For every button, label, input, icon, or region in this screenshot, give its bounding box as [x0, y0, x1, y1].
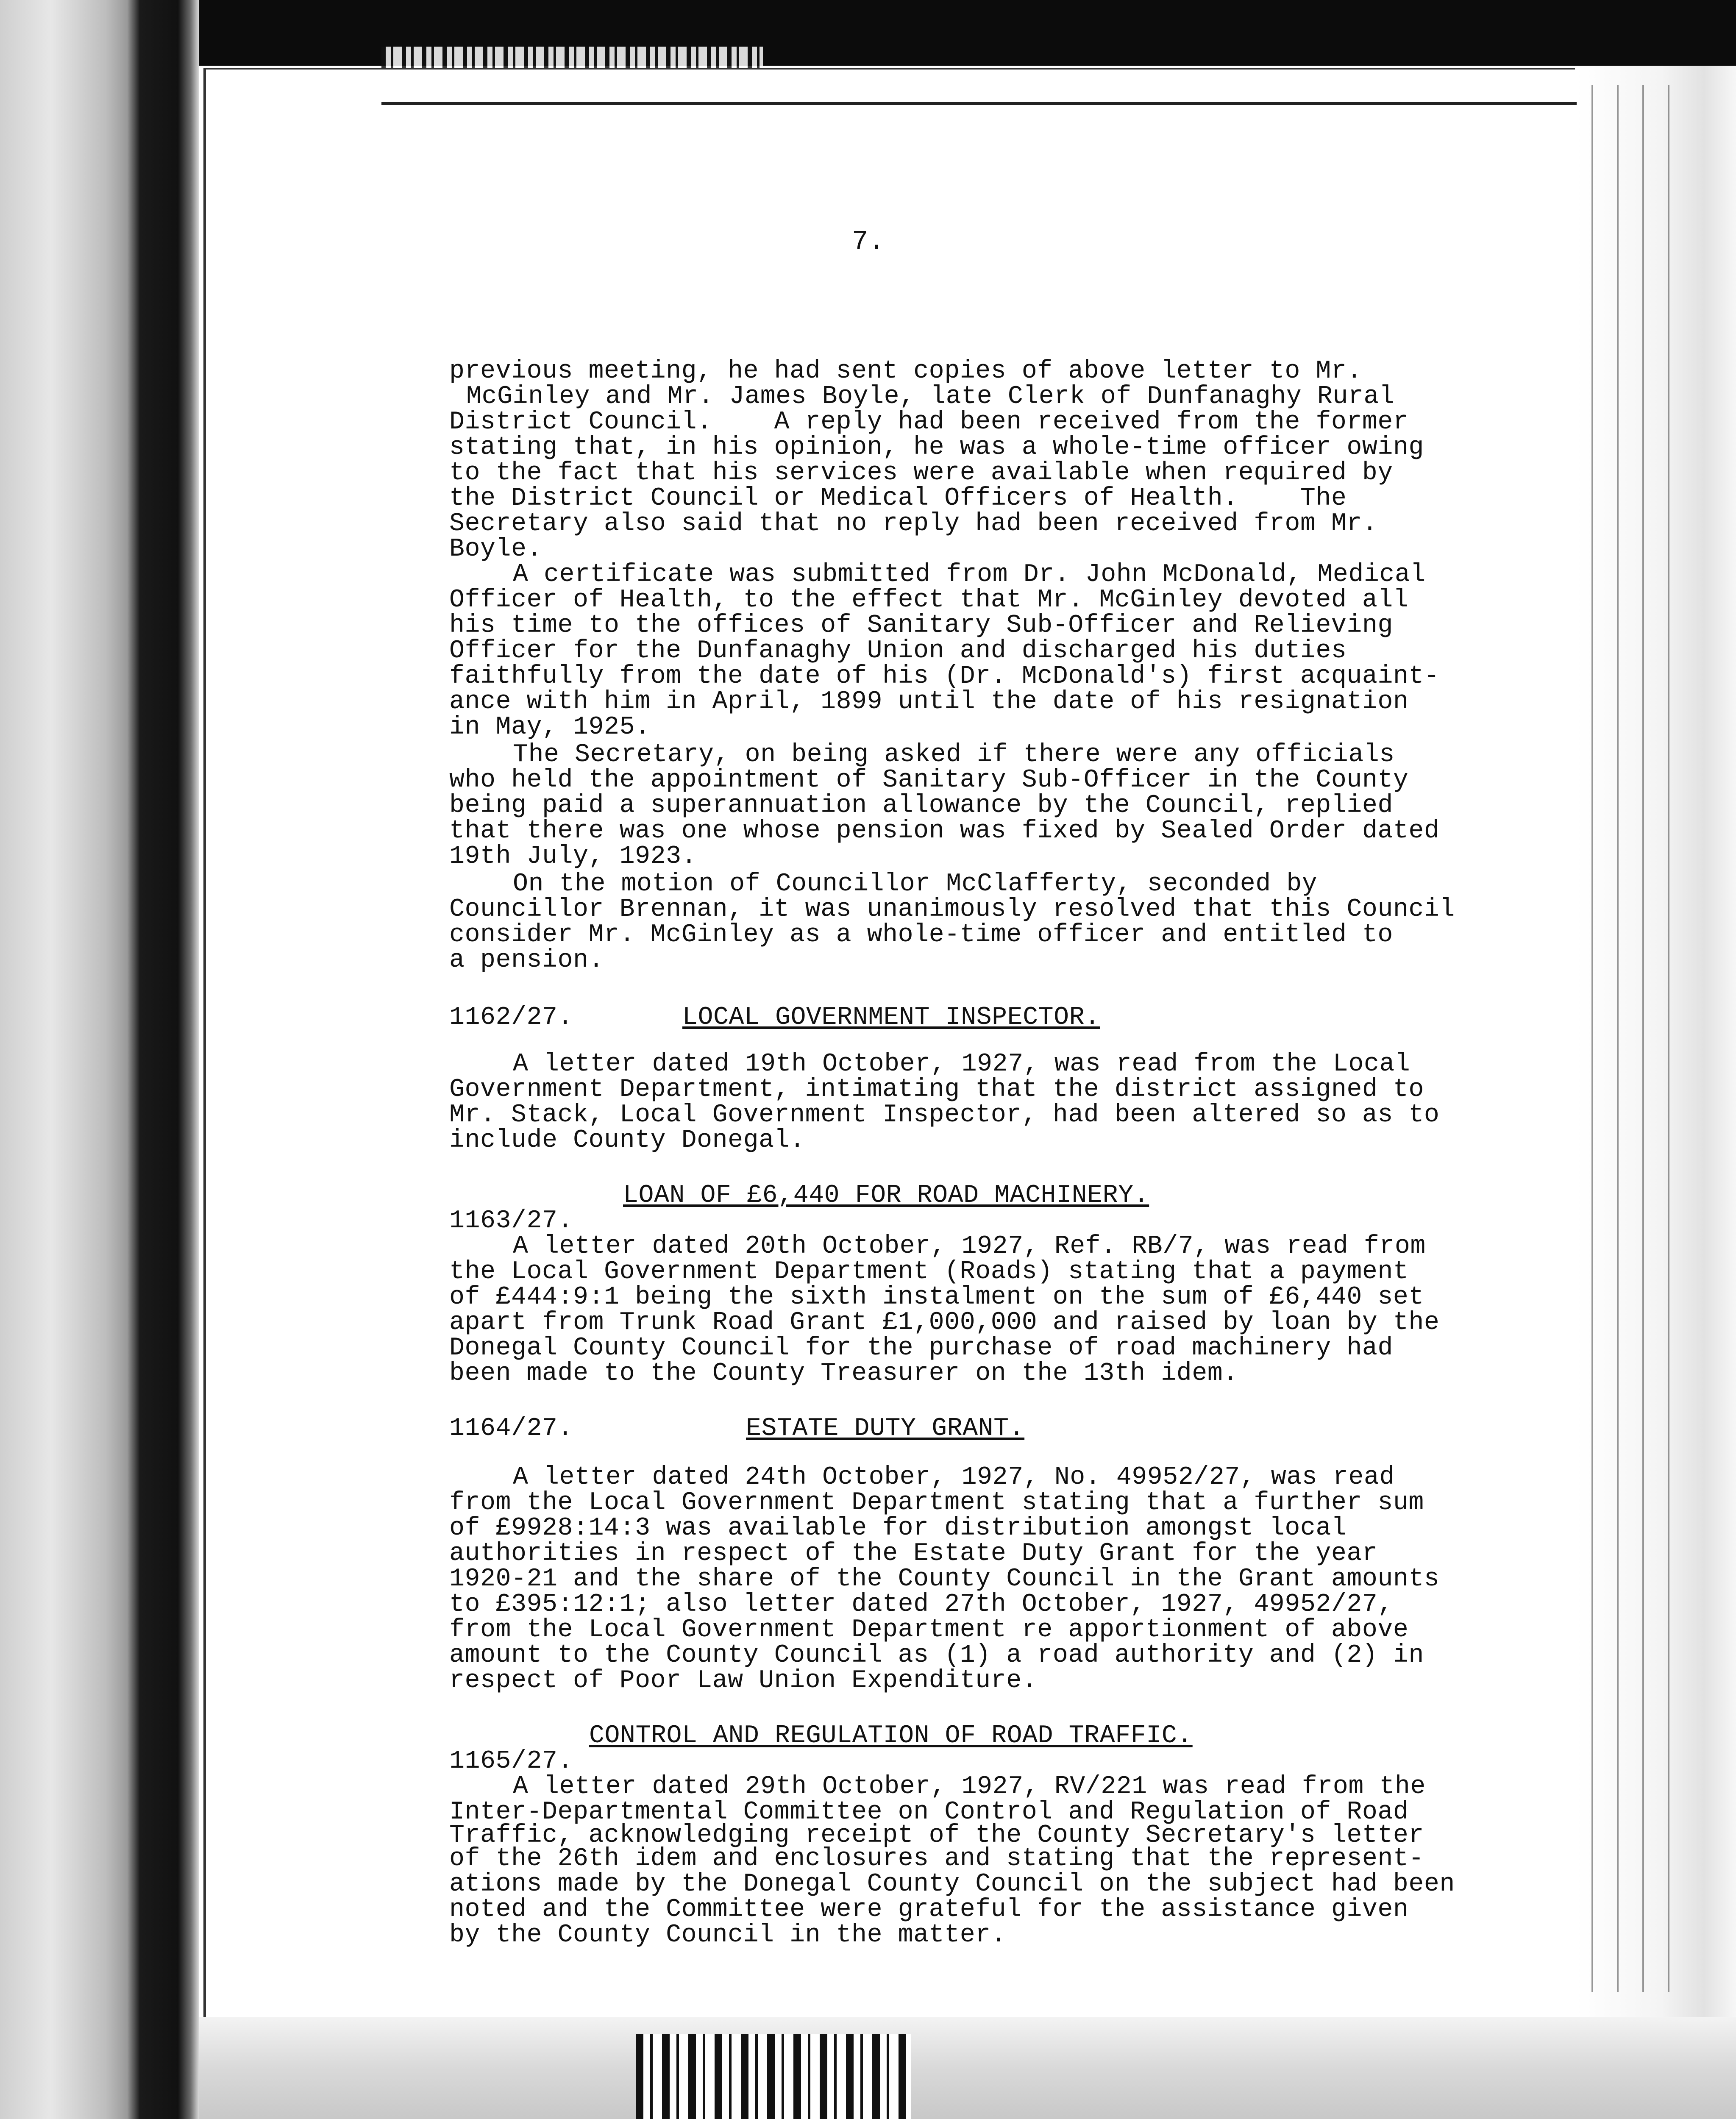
item-number: 1164/27.	[449, 1414, 573, 1443]
text-line: Donegal County Council for the purchase of road machinery had	[449, 1334, 1393, 1363]
text-line: Mr. Stack, Local Government Inspector, had been altered so as to	[449, 1101, 1440, 1129]
text-line: District Council. A reply had been received from the former	[449, 408, 1409, 437]
text-line: by the County Council in the matter.	[449, 1921, 1007, 1949]
text-line: The Secretary, on being asked if there were any officials	[513, 740, 1395, 769]
text-line: ance with him in April, 1899 until the date of his resignation	[449, 687, 1409, 716]
section-heading: LOCAL GOVERNMENT INSPECTOR.	[682, 1003, 1100, 1032]
text-line: of £444:9:1 being the sixth instalment on the sum of £6,440 set	[449, 1283, 1424, 1312]
text-line: consider Mr. McGinley as a whole-time officer and entitled to	[449, 920, 1393, 949]
text-line: A letter dated 24th October, 1927, No. 49952/27, was read	[513, 1463, 1395, 1492]
text-line: Councillor Brennan, it was unanimously resolved that this Council	[449, 895, 1455, 924]
text-line: of £9928:14:3 was available for distribution amongst local	[449, 1514, 1347, 1543]
text-line: A letter dated 29th October, 1927, RV/221 was read from the	[513, 1772, 1426, 1801]
section-heading: CONTROL AND REGULATION OF ROAD TRAFFIC.	[589, 1721, 1193, 1750]
text-line: Boyle.	[449, 535, 542, 564]
text-line: A letter dated 20th October, 1927, Ref. RB/7, was read from	[513, 1232, 1426, 1261]
text-line: include County Donegal.	[449, 1126, 805, 1155]
text-line: from the Local Government Department re apportionment of above	[449, 1616, 1409, 1644]
text-line: to the fact that his services were available when required by	[449, 459, 1393, 487]
text-line: of the 26th idem and enclosures and stating that the represent-	[449, 1844, 1424, 1873]
item-number: 1162/27.	[449, 1003, 573, 1032]
item-number: 1165/27.	[449, 1747, 573, 1776]
text-line: respect of Poor Law Union Expenditure.	[449, 1666, 1038, 1695]
text-line: faithfully from the date of his (Dr. McDonald's) first acquaint-	[449, 662, 1440, 691]
text-line: stating that, in his opinion, he was a whole-time officer owing	[449, 433, 1424, 462]
text-line: A certificate was submitted from Dr. John McDonald, Medical	[513, 560, 1426, 589]
text-line: On the motion of Councillor McClafferty, seconded by	[513, 870, 1318, 898]
top-rule	[381, 102, 1577, 105]
text-line: Officer for the Dunfanaghy Union and discharged his duties	[449, 637, 1347, 665]
text-line: a pension.	[449, 946, 604, 975]
item-number: 1163/27.	[449, 1207, 573, 1235]
text-line: A letter dated 19th October, 1927, was read from the Local	[513, 1050, 1410, 1079]
stacked-page-edges	[1579, 85, 1689, 1992]
text-line: apart from Trunk Road Grant £1,000,000 and raised by loan by the	[449, 1308, 1440, 1337]
text-line: that there was one whose pension was fixed by Sealed Order dated	[449, 817, 1440, 845]
text-line: Officer of Health, to the effect that Mr. McGinley devoted all	[449, 586, 1409, 615]
section-heading: ESTATE DUTY GRANT.	[746, 1414, 1025, 1443]
text-line: 1920-21 and the share of the County Council in the Grant amounts	[449, 1565, 1440, 1593]
text-line: previous meeting, he had sent copies of above letter to Mr.	[449, 357, 1362, 386]
text-line: being paid a superannuation allowance by the Council, replied	[449, 791, 1393, 820]
section-heading: LOAN OF £6,440 FOR ROAD MACHINERY.	[623, 1181, 1149, 1210]
text-line: ations made by the Donegal County Council on the subject had been	[449, 1870, 1455, 1899]
scan-left-edge	[0, 0, 199, 2119]
text-line: his time to the offices of Sanitary Sub-Officer and Relieving	[449, 611, 1393, 640]
text-line: 19th July, 1923.	[449, 842, 697, 871]
text-line: the District Council or Medical Officers of Health. The	[449, 484, 1347, 513]
text-line: in May, 1925.	[449, 713, 651, 742]
text-line: who held the appointment of Sanitary Sub-Officer in the County	[449, 766, 1409, 795]
text-line: the Local Government Department (Roads) stating that a payment	[449, 1257, 1409, 1286]
page-number: 7.	[852, 227, 885, 257]
text-line: authorities in respect of the Estate Duty Grant for the year	[449, 1539, 1378, 1568]
text-line: Secretary also said that no reply had been received from Mr.	[449, 509, 1378, 538]
text-line: Government Department, intimating that the district assigned to	[449, 1075, 1424, 1104]
text-line: Inter-Departmental Committee on Control and Regulation of Road	[449, 1798, 1409, 1827]
text-line: McGinley and Mr. James Boyle, late Clerk of Dunfanaghy Rural	[466, 382, 1395, 411]
text-line: to £395:12:1; also letter dated 27th October, 1927, 49952/27,	[449, 1590, 1393, 1619]
text-line: been made to the County Treasurer on the 13th idem.	[449, 1359, 1238, 1388]
text-line: noted and the Committee were grateful for the assistance given	[449, 1895, 1409, 1924]
text-line: Traffic, acknowledging receipt of the County Secretary's letter	[449, 1821, 1424, 1850]
text-line: amount to the County Council as (1) a road authority and (2) in	[449, 1641, 1424, 1670]
scan-bottom-binding	[636, 2034, 911, 2119]
text-line: from the Local Government Department stating that a further sum	[449, 1488, 1424, 1517]
scan-bottom-edge	[199, 2017, 1736, 2119]
